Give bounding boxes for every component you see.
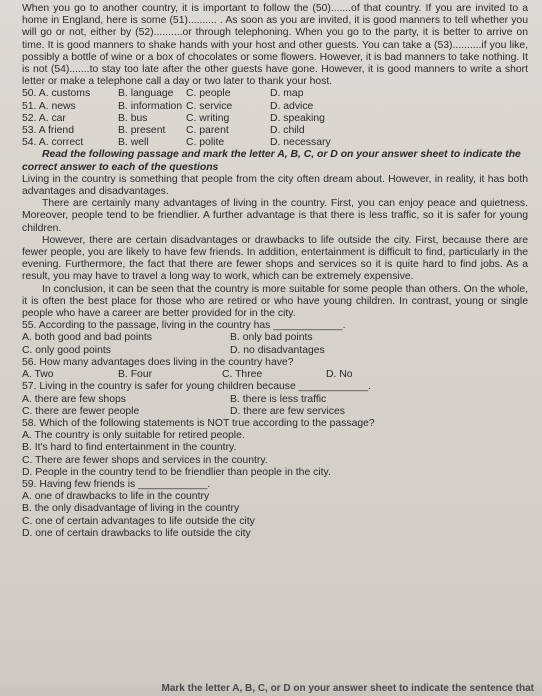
- option-d: D. there are few services: [230, 405, 345, 417]
- option-d: D. child: [270, 125, 305, 137]
- option-c: C. writing: [186, 112, 230, 124]
- option-b: B. there is less traffic: [230, 393, 327, 405]
- option-c: C. Three: [222, 369, 263, 381]
- question-59: [22, 479, 528, 540]
- question-stem: 57. Living in the country is safer for young children because ____________.: [22, 381, 371, 393]
- cut-off-next-instruction: Mark the letter A, B, C, or D on your answer sheet to indicate the sentence that: [0, 682, 542, 696]
- option-a: A. Two: [22, 369, 54, 381]
- option-b: B. bus: [118, 112, 148, 124]
- question-stem: 59. Having few friends is ____________.: [22, 478, 211, 490]
- passage-paragraph: However, there are certain disadvantages or drawbacks to life outside the city. First, because there are fewer people, you are likely to have few friends. In addition, entertainment is difficult to find, particularly in the evening. Furthermore, the fact that there are fewer shops and services so it is quite hard to find jobs. As a result, you may have to travel a long way to work, which can be extremely expensive.: [22, 234, 528, 283]
- cloze-option-row: [22, 125, 528, 137]
- option-b: B. language: [118, 88, 174, 100]
- passage-paragraph: In conclusion, it can be seen that the country is more suitable for some people than others. On the whole, it is often the best place for those who are retired or who have young children. In contrast, young or single people who have a career are better provided for in the city.: [22, 283, 528, 320]
- option-b: B. only bad points: [230, 332, 313, 344]
- question-stem: 55. According to the passage, living in the country has ____________.: [22, 320, 346, 332]
- option-a: 53. A friend: [22, 125, 74, 137]
- option-c: C. polite: [186, 137, 225, 149]
- option-b: B. Four: [118, 369, 153, 381]
- cloze-passage: When you go to another country, it is important to follow the (50).......of that country. If you are invited to a home in England, here is some (51).......... . As soon as you are invited, it is good manners to tell whether you will go or not, either by (52)..........or through telephoning. When you go to the party, it is better to arrive on time. It is good manners to shake hands with your host and other guests. You can take a (53)..........if you like, possibly a bottle of wine or a box of chocolates or some flowers. However, it is bad manners to take nothing. It is not (54).......to stay too late after the other guests have gone. However, it is good manners to write a short letter or make a telephone call a day or two later to thank your host.: [22, 3, 528, 88]
- option-c: C. there are fewer people: [22, 405, 140, 417]
- option-c: C. one of certain advantages to life outside the city: [22, 515, 255, 527]
- option-a: A. The country is only suitable for retired people.: [22, 430, 245, 442]
- option-a: A. there are few shops: [22, 393, 126, 405]
- question-stem: 56. How many advantages does living in the country have?: [22, 356, 294, 368]
- option-d: D. advice: [270, 100, 314, 112]
- passage-paragraph: Living in the country is something that people from the city often dream about. However, in reality, it has both advantages and disadvantages.: [22, 173, 528, 198]
- option-a: A. one of drawbacks to life in the country: [22, 491, 210, 503]
- option-c: C. There are fewer shops and services in the country.: [22, 454, 268, 466]
- question-56: [22, 357, 528, 381]
- question-stem: 58. Which of the following statements is NOT true according to the passage?: [22, 417, 375, 429]
- option-b: B. information: [118, 100, 183, 112]
- cloze-option-row: [22, 113, 528, 125]
- option-d: D. no disadvantages: [230, 344, 325, 356]
- option-a: 51. A. news: [22, 100, 76, 112]
- passage-paragraph: There are certainly many advantages of living in the country. First, you can enjoy peace and quietness. Moreover, people tend to be friendlier. A further advantage is that there is less traffic, so it is safer for young children.: [22, 198, 528, 234]
- option-c: C. parent: [186, 125, 229, 137]
- cloze-option-row: [22, 88, 528, 100]
- option-a: 52. A. car: [22, 112, 66, 124]
- option-d: D. speaking: [270, 112, 325, 124]
- question-55: [22, 320, 528, 357]
- question-58: [22, 418, 528, 479]
- option-a: A. both good and bad points: [22, 332, 152, 344]
- option-b: B. present: [118, 125, 166, 137]
- cloze-option-row: [22, 137, 528, 149]
- cloze-option-row: [22, 101, 528, 113]
- option-d: D. one of certain drawbacks to life outside the city: [22, 527, 251, 539]
- option-b: B. the only disadvantage of living in the country: [22, 503, 240, 515]
- option-d: D. necessary: [270, 137, 331, 149]
- cloze-options: [22, 88, 528, 149]
- section-instruction: Read the following passage and mark the letter A, B, C, or D on your answer sheet to indicate the correct answer to each of the questions: [22, 149, 521, 173]
- option-c: C. only good points: [22, 344, 111, 356]
- option-c: C. people: [186, 88, 231, 100]
- option-d: D. No: [326, 369, 353, 381]
- reading-passage: [22, 174, 528, 320]
- option-d: D. People in the country tend to be friendlier than people in the city.: [22, 466, 331, 478]
- option-a: 54. A. correct: [22, 137, 84, 149]
- option-b: B. well: [118, 137, 149, 149]
- option-b: B. It's hard to find entertainment in the country.: [22, 442, 237, 454]
- question-57: [22, 381, 528, 418]
- option-c: C. service: [186, 100, 233, 112]
- option-d: D. map: [270, 88, 304, 100]
- option-a: 50. A. customs: [22, 88, 91, 100]
